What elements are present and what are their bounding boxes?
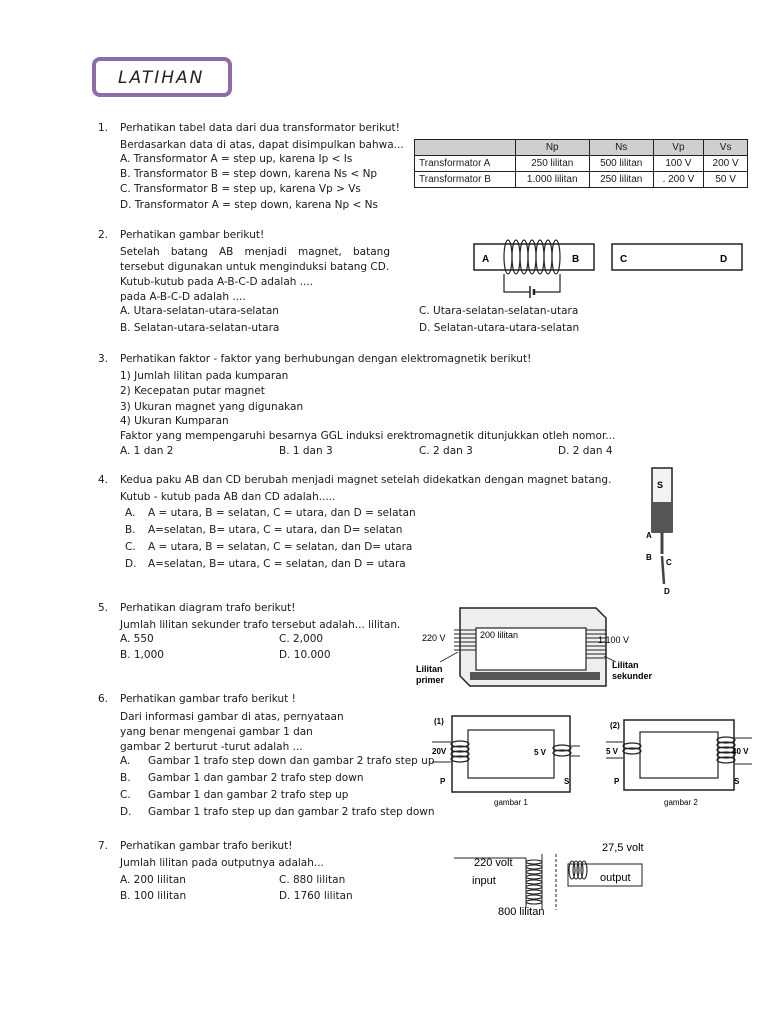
q6-number: 6. <box>98 693 109 705</box>
table-header-cell: Ns <box>589 140 653 156</box>
label-s: S <box>734 777 740 786</box>
q7-line2: Jumlah lilitan pada outputnya adalah... <box>120 857 324 869</box>
label-secondary-voltage: 1.100 V <box>598 635 630 645</box>
q5-option-a: A. 550 <box>120 633 154 645</box>
table-row <box>415 172 748 188</box>
title-box <box>92 57 232 97</box>
label-d: D <box>720 254 728 265</box>
q1-option-a: A. Transformator A = step up, karena Ip < Is <box>120 153 353 165</box>
q3-number: 3. <box>98 353 109 365</box>
q2-option-a: A. Utara-selatan-utara-selatan <box>120 305 279 317</box>
label-p: P <box>440 777 446 786</box>
q5-option-c: C. 2,000 <box>279 633 324 645</box>
q6-option-d: Gambar 1 trafo step up dan gambar 2 trafo step down <box>148 806 435 818</box>
q6-option-b-letter: B. <box>120 772 131 784</box>
q3-stem: Perhatikan faktor - faktor yang berhubungan dengan elektromagnetik berikut! <box>120 353 532 365</box>
q1-option-c: C. Transformator B = step up, karena Vp > Vs <box>120 183 361 195</box>
label-b: B <box>572 254 580 265</box>
q4-figure <box>640 466 690 598</box>
table-cell: . 200 V <box>653 172 704 188</box>
secondary-coil-icon <box>553 745 571 756</box>
table-header-row <box>415 140 748 156</box>
q4-stem: Kedua paku AB dan CD berubah menjadi magnet setelah didekatkan dengan magnet batang. <box>120 474 612 486</box>
q3-item-4: 4) Ukuran Kumparan <box>120 415 229 427</box>
label-b: B <box>646 553 652 562</box>
table-cell: Transformator A <box>415 156 516 172</box>
q5-stem: Perhatikan diagram trafo berikut! <box>120 602 296 614</box>
label-primary-voltage: 5 V <box>606 747 619 756</box>
q1-line2: Berdasarkan data di atas, dapat disimpulkan bahwa... <box>120 139 404 151</box>
label-input-voltage: 220 volt <box>474 857 513 869</box>
table-cell: Transformator B <box>415 172 516 188</box>
q6-line-3: gambar 2 berturut -turut adalah ... <box>120 741 303 753</box>
q6-option-a: Gambar 1 trafo step down dan gambar 2 trafo step up <box>148 755 435 767</box>
label-turns: 800 lilitan <box>498 906 545 918</box>
q6-line-2: yang benar mengenai gambar 1 dan <box>120 726 313 738</box>
q3-option-d: D. 2 dan 4 <box>558 445 613 457</box>
q4-number: 4. <box>98 474 109 486</box>
figure-2-caption: gambar 2 <box>664 798 698 807</box>
table-cell: 250 lilitan <box>515 156 589 172</box>
coil-icon <box>504 240 560 274</box>
q4-option-d: A=selatan, B= utara, C = selatan, dan D = utara <box>148 558 406 570</box>
table-cell: 500 lilitan <box>589 156 653 172</box>
label-s: S <box>564 777 570 786</box>
q4-option-a: A = utara, B = selatan, C = utara, dan D = selatan <box>148 507 416 519</box>
q1-number: 1. <box>98 122 109 134</box>
table-header-cell: Np <box>515 140 589 156</box>
label-d: D <box>664 587 670 596</box>
q3-item-1: 1) Jumlah lilitan pada kumparan <box>120 370 289 382</box>
table-cell: 1.000 lilitan <box>515 172 589 188</box>
table-header-cell: Vs <box>704 140 748 156</box>
q2-line-a: Kutub-kutub pada A-B-C-D adalah .... <box>120 276 314 288</box>
primary-coil-icon <box>623 743 641 754</box>
q4-option-a-letter: A. <box>125 507 136 519</box>
q4-option-b: A=selatan, B= utara, C = utara, dan D= selatan <box>148 524 403 536</box>
q4-line2: Kutub - kutub pada AB dan CD adalah..... <box>120 491 336 503</box>
table-header-cell <box>415 140 516 156</box>
table-cell: 100 V <box>653 156 704 172</box>
label-sekunder-1: Lilitan <box>612 660 639 670</box>
q4-option-c-letter: C. <box>125 541 136 553</box>
label-a: A <box>482 254 490 265</box>
q7-stem: Perhatikan gambar trafo berikut! <box>120 840 293 852</box>
q4-option-c: A = utara, B = selatan, C = selatan, dan D= utara <box>148 541 413 553</box>
q6-line-1: Dari informasi gambar di atas, pernyataan <box>120 711 344 723</box>
label-primary-voltage: 20V <box>432 747 447 756</box>
label-primary-voltage: 220 V <box>422 633 446 643</box>
label-s: S <box>657 480 664 490</box>
q6-option-c-letter: C. <box>120 789 131 801</box>
primary-coil-icon <box>451 741 469 762</box>
label-c: C <box>666 558 672 567</box>
nail-cd <box>662 556 664 584</box>
label-output-voltage: 27,5 volt <box>602 842 644 854</box>
label-p: P <box>614 777 620 786</box>
q2-paragraph: Setelah batang AB menjadi magnet, batang tersebut digunakan untuk menginduksi batang CD. <box>120 246 390 273</box>
q7-option-a: A. 200 lilitan <box>120 874 186 886</box>
label-sekunder-2: sekunder <box>612 671 653 681</box>
q3-question: Faktor yang mempengaruhi besarnya GGL induksi erektromagnetik ditunjukkan otleh nomor... <box>120 430 616 442</box>
q2-stem: Perhatikan gambar berikut! <box>120 229 265 241</box>
label-primary-turns: 200 lilitan <box>480 630 519 640</box>
q5-option-b: B. 1,000 <box>120 649 164 661</box>
label-a: A <box>646 531 652 540</box>
label-figure-number: (1) <box>434 717 444 726</box>
q5-number: 5. <box>98 602 109 614</box>
q7-number: 7. <box>98 840 109 852</box>
q6-option-a-letter: A. <box>120 755 131 767</box>
table-header-cell: Vp <box>653 140 704 156</box>
q6-option-d-letter: D. <box>120 806 132 818</box>
q7-figure <box>446 838 656 920</box>
q6-figure-1 <box>430 708 580 810</box>
q1-option-d: D. Transformator A = step down, karena Np < Ns <box>120 199 378 211</box>
q6-option-b: Gambar 1 dan gambar 2 trafo step down <box>148 772 364 784</box>
q2-number: 2. <box>98 229 109 241</box>
page-title: LATIHAN <box>118 68 205 88</box>
figure-1-caption: gambar 1 <box>494 798 528 807</box>
label-primer-1: Lilitan <box>416 664 443 674</box>
q7-option-d: D. 1760 lilitan <box>279 890 353 902</box>
q5-figure <box>410 600 660 690</box>
q2-line-b: pada A-B-C-D adalah .... <box>120 291 246 303</box>
table-row <box>415 156 748 172</box>
label-secondary-voltage: 5 V <box>534 748 547 757</box>
q3-item-2: 2) Kecepatan putar magnet <box>120 385 265 397</box>
q6-figure-2 <box>604 712 754 812</box>
q5-line2: Jumlah lilitan sekunder trafo tersebut adalah... lilitan. <box>120 619 401 631</box>
q6-option-c: Gambar 1 dan gambar 2 trafo step up <box>148 789 349 801</box>
q3-option-a: A. 1 dan 2 <box>120 445 174 457</box>
q1-stem: Perhatikan tabel data dari dua transformator berikut! <box>120 122 400 134</box>
q1-option-b: B. Transformator B = step down, karena Ns < Np <box>120 168 378 180</box>
q3-option-c: C. 2 dan 3 <box>419 445 473 457</box>
magnet-north-half <box>652 502 672 532</box>
q4-option-b-letter: B. <box>125 524 136 536</box>
table-cell: 200 V <box>704 156 748 172</box>
label-primer-2: primer <box>416 675 445 685</box>
q7-option-c: C. 880 lilitan <box>279 874 346 886</box>
label-output: output <box>600 872 631 884</box>
q3-option-b: B. 1 dan 3 <box>279 445 333 457</box>
q7-option-b: B. 100 lilitan <box>120 890 187 902</box>
q2-figure <box>468 228 748 300</box>
primary-coil-icon <box>526 860 542 904</box>
q2-option-d: D. Selatan-utara-utara-selatan <box>419 322 580 334</box>
q2-option-c: C. Utara-selatan-selatan-utara <box>419 305 579 317</box>
q6-stem: Perhatikan gambar trafo berikut ! <box>120 693 296 705</box>
q1-data-table <box>414 139 748 188</box>
q5-option-d: D. 10.000 <box>279 649 331 661</box>
q3-item-3: 3) Ukuran magnet yang digunakan <box>120 401 304 413</box>
label-input: input <box>472 875 496 887</box>
label-secondary-voltage: 40 V <box>732 747 749 756</box>
transformer-core <box>452 716 570 792</box>
table-cell: 250 lilitan <box>589 172 653 188</box>
q2-option-b: B. Selatan-utara-selatan-utara <box>120 322 280 334</box>
label-c: C <box>620 254 628 265</box>
q4-option-d-letter: D. <box>125 558 137 570</box>
label-figure-number: (2) <box>610 721 620 730</box>
table-cell: 50 V <box>704 172 748 188</box>
